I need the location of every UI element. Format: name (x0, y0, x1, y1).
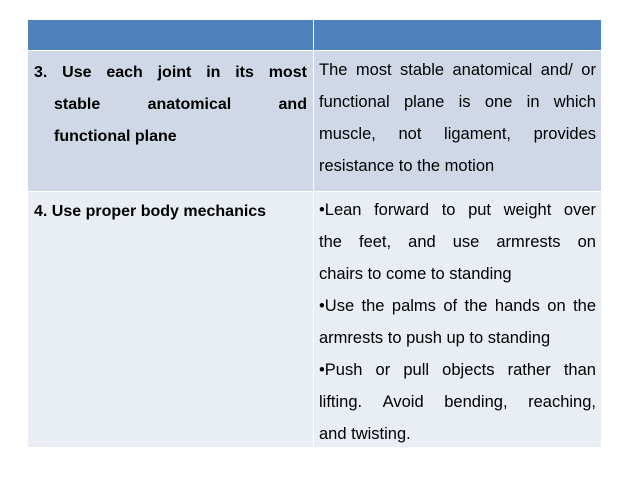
word: palms (391, 297, 436, 315)
word: armrests (496, 233, 561, 251)
text-line (319, 194, 596, 226)
text-line (319, 322, 596, 354)
word: The (319, 61, 348, 79)
word: or (375, 361, 391, 379)
word: rather (507, 361, 551, 379)
word: joint (157, 64, 192, 81)
table-header-row (28, 20, 601, 51)
word: 4. Use proper body mechanics (34, 203, 267, 220)
word: and (278, 96, 307, 113)
word: anatomical (147, 96, 232, 113)
word: which (553, 93, 596, 111)
text-line (319, 86, 596, 118)
word: ligament, (444, 125, 511, 143)
word: the (464, 297, 488, 315)
word: Avoid (382, 393, 424, 411)
word: Use (62, 64, 92, 81)
word: functional plane (54, 128, 177, 145)
word: •Push (319, 361, 363, 379)
word: each (106, 64, 143, 81)
text-line (319, 386, 596, 418)
word: resistance to the motion (319, 157, 495, 175)
word: muscle, (319, 125, 376, 143)
text-line (34, 121, 307, 153)
word: most (268, 64, 307, 81)
word: pull (403, 361, 430, 379)
word: than (563, 361, 596, 379)
word: •Lean (319, 201, 362, 219)
text-line (319, 418, 596, 450)
word: and (408, 233, 436, 251)
table-row-3 (28, 51, 601, 192)
word: over (563, 201, 596, 219)
word: anatomical (452, 61, 533, 79)
word: weight (503, 201, 552, 219)
word: is (458, 93, 471, 111)
word: reaching, (528, 393, 596, 411)
word: to (441, 201, 456, 219)
word: armrests to push up to standing (319, 329, 551, 347)
word: the (319, 233, 342, 251)
text-line (319, 118, 596, 150)
word: bending, (444, 393, 508, 411)
word: not (398, 125, 422, 143)
word: functional (319, 93, 390, 111)
principle-cell (28, 51, 314, 191)
word: in (526, 93, 540, 111)
text-line (319, 150, 596, 182)
word: 3. (34, 64, 48, 81)
word: objects (442, 361, 495, 379)
word: chairs to come to standing (319, 265, 512, 283)
principle-cell (28, 192, 314, 447)
text-line (319, 54, 596, 86)
text-line (319, 290, 596, 322)
word: lifting. (319, 393, 363, 411)
word: in (206, 64, 221, 81)
header-cell-1 (28, 20, 314, 50)
word: provides (533, 125, 596, 143)
description-cell (314, 51, 601, 191)
word: most (355, 61, 392, 79)
word: feet, (358, 233, 392, 251)
word: and twisting. (319, 425, 411, 443)
content-table (28, 20, 601, 448)
word: one (484, 93, 513, 111)
description-cell (314, 192, 601, 447)
text-line (34, 196, 307, 228)
word: use (452, 233, 480, 251)
word: and/ (540, 61, 573, 79)
word: forward (374, 201, 430, 219)
text-line (319, 258, 596, 290)
word: stable (54, 96, 101, 113)
table-row-4 (28, 192, 601, 448)
text-line (34, 57, 307, 89)
word: hands (494, 297, 540, 315)
word: stable (400, 61, 445, 79)
word: plane (403, 93, 445, 111)
word: of (443, 297, 458, 315)
word: its (235, 64, 254, 81)
word: the (361, 297, 385, 315)
text-line (319, 354, 596, 386)
word: on (577, 233, 596, 251)
word: or (581, 61, 596, 79)
word: the (573, 297, 596, 315)
text-line (319, 226, 596, 258)
word: •Use (319, 297, 355, 315)
text-line (34, 89, 307, 121)
word: on (547, 297, 566, 315)
header-cell-2 (314, 20, 601, 50)
word: put (468, 201, 491, 219)
